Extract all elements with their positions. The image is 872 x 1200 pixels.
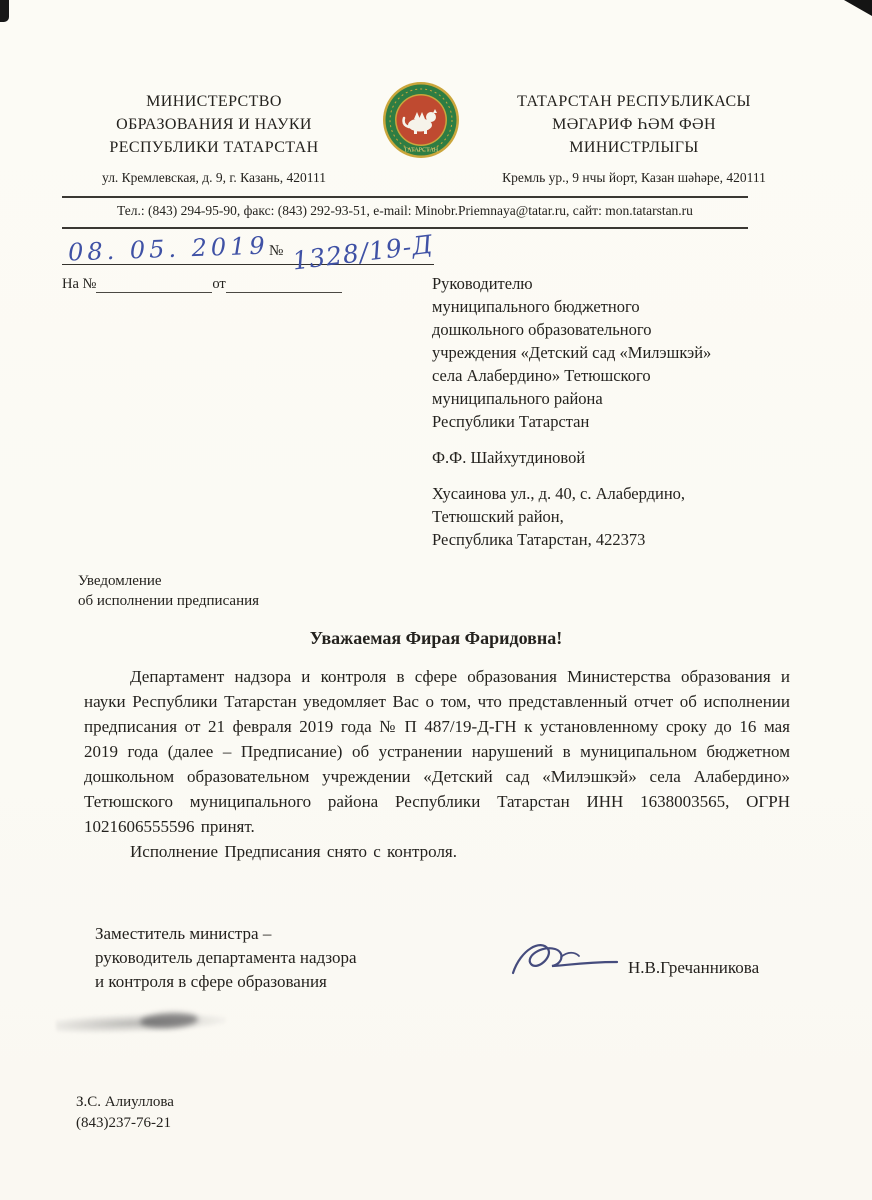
contacts-line: Тел.: (843) 294-95-90, факс: (843) 292-93-51, e-mail: Minobr.Priemnaya@tatar.ru, сайт: mon.tatarstan.ru (117, 203, 693, 218)
ministry-name-line: ТАТАРСТАН РЕСПУБЛИКАСЫ (517, 93, 751, 110)
ministry-name-line: МИНИСТРЛЫГЫ (569, 139, 699, 156)
recipient-org-line: учреждения «Детский сад «Милэшкэй» (432, 343, 712, 362)
recipient-org-line: муниципального района (432, 389, 603, 408)
salutation: Уважаемая Фирая Фаридовна! (309, 628, 563, 648)
reply-number-blank (96, 278, 212, 293)
reply-date-blank (226, 278, 342, 293)
signatory-title-line: Заместитель министра – (95, 924, 272, 943)
signatory-title-line: и контроля в сфере образования (95, 972, 327, 991)
recipient-org-line: муниципального бюджетного (432, 297, 640, 316)
subject-block (78, 571, 259, 611)
recipient-org-line: Руководителю (432, 274, 533, 293)
recipient-address-line: Тетюшский район, (432, 507, 564, 526)
tatarstan-coat-of-arms-icon (381, 80, 461, 160)
signatory-name: Н.В.Гречанникова (628, 958, 760, 977)
subject-line: Уведомление (78, 573, 162, 589)
scan-artifact-top-left (0, 0, 9, 22)
ministry-name-line: РЕСПУБЛИКИ ТАТАРСТАН (109, 139, 319, 156)
ministry-address-tatar: Кремль ур., 9 нчы йорт, Казан шәһәре, 420111 (502, 170, 766, 185)
reply-reference-line (62, 276, 342, 293)
recipient-address-line: Хусаинова ул., д. 40, с. Алабердино, (432, 484, 686, 503)
emblem-caption: ТАТАРСТАН (403, 147, 439, 154)
subject-line: об исполнении предписания (78, 593, 260, 609)
recipient-org-line: дошкольного образовательного (432, 320, 652, 339)
letter-body (84, 664, 790, 864)
body-paragraph: Департамент надзора и контроля в сфере образования Министерства образования и науки Республики Татарстан уведомляет Вас о том, что представленный отчет об исполнении предписания от 21 февраля 2019 года № П 487/19-Д-ГН к установленному сроку до 16 мая 2019 года (далее – Предписание) об устранении нарушений в муниципальном бюджетном дошкольном образовательном учреждении «Детский сад «Милэшкэй» села Алабердино» Тетюшского муниципального района Республики Татарстан ИНН 1638003565, ОГРН 1021606555596 принят. (84, 667, 790, 836)
emblem-svg (381, 80, 461, 160)
handwritten-outgoing-number: 1328/19-Д (290, 229, 435, 276)
ministry-name-tatar (466, 90, 802, 159)
scan-artifact-top-right (844, 0, 872, 16)
ministry-name-russian (74, 90, 354, 159)
executor-name: З.С. Алиуллова (76, 1094, 174, 1110)
signatory-title-block (95, 922, 357, 994)
ministry-name-line: ОБРАЗОВАНИЯ И НАУКИ (116, 116, 312, 133)
executor-phone: (843)237-76-21 (76, 1115, 171, 1131)
recipient-block (432, 272, 794, 551)
reply-from-label: от (212, 276, 226, 292)
recipient-address-line: Республика Татарстан, 422373 (432, 530, 646, 549)
ministry-name-line: МӘГАРИФ ҺӘМ ФӘН (552, 116, 716, 133)
handwritten-date: 08. 05. 2019 (67, 231, 270, 267)
recipient-person-name: Ф.Ф. Шайхутдиновой (432, 448, 586, 467)
outgoing-reference-line (62, 229, 435, 276)
signatory-title-line: руководитель департамента надзора (95, 948, 357, 967)
spacer (432, 433, 794, 446)
ministry-address-russian: ул. Кремлевская, д. 9, г. Казань, 420111 (102, 170, 326, 185)
handwritten-signature-icon (505, 935, 635, 991)
header-divider-top (62, 196, 748, 198)
reply-prefix-label: На № (62, 276, 97, 292)
number-sign-label: № (269, 243, 284, 259)
executor-block (76, 1092, 174, 1134)
ministry-name-line: МИНИСТЕРСТВО (146, 93, 282, 110)
body-paragraph: Исполнение Предписания снято с контроля. (130, 842, 457, 861)
header-divider-bottom (62, 227, 748, 229)
recipient-org-line: Республики Татарстан (432, 412, 590, 431)
recipient-org-line: села Алабердино» Тетюшского (432, 366, 651, 385)
spacer (432, 469, 794, 482)
